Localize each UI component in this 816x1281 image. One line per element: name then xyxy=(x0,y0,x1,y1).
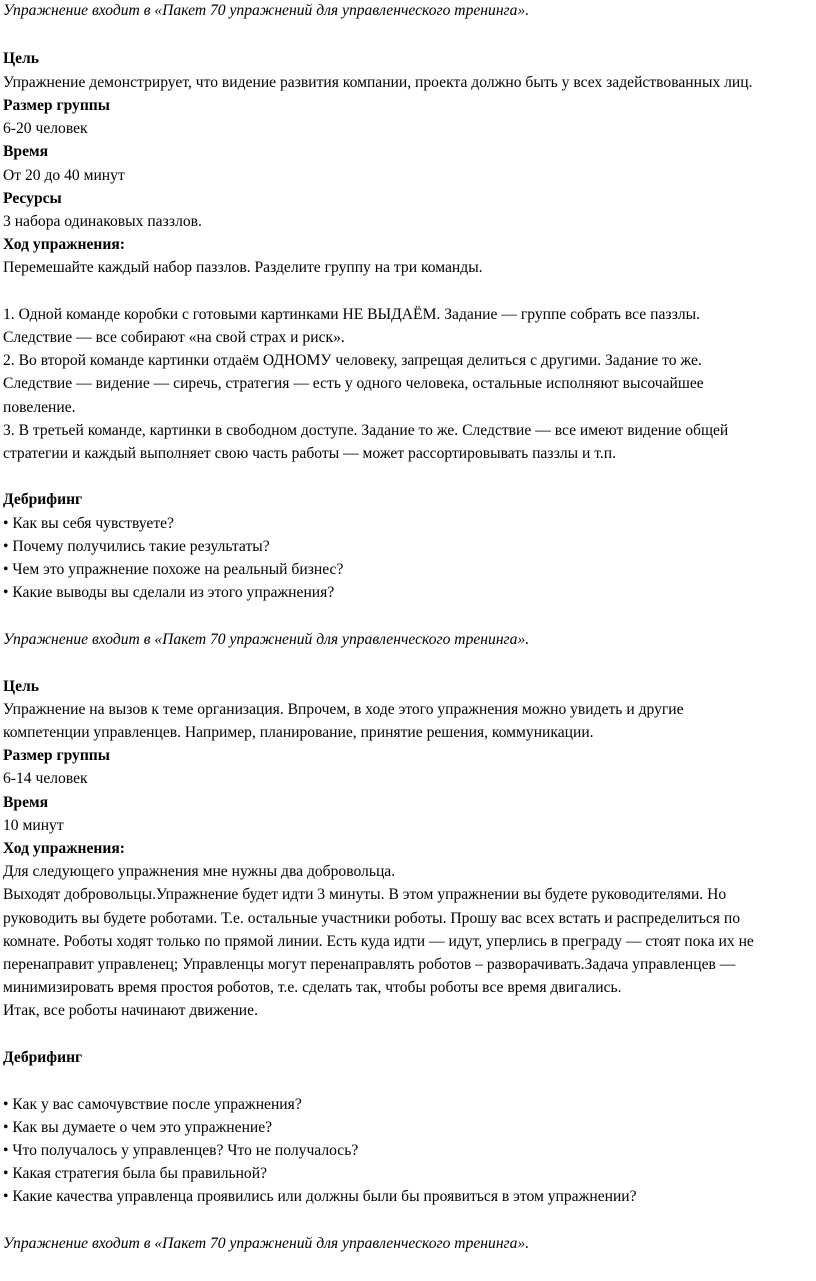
exercise-2-course-line: перенаправит управленец; Управленцы могут перенаправлять роботов – разворачивать.Задача управленцев — xyxy=(3,956,736,973)
exercise-1-course-line: 2. Во второй команде картинки отдаём ОДНОМУ человеку, запрещая делиться с другими. Задание то же. xyxy=(3,352,702,369)
exercise-2-intro: Упражнение входит в «Пакет 70 упражнений для управленческого тренинга». xyxy=(3,631,530,648)
exercise-2-goal-line: компетенции управленцев. Например, планирование, принятие решения, коммуникации. xyxy=(3,724,594,741)
exercise-2-course-line: Итак, все роботы начинают движение. xyxy=(3,1002,258,1019)
exercise-3-intro: Упражнение входит в «Пакет 70 упражнений для управленческого тренинга». xyxy=(3,1235,530,1252)
exercise-1-course-line: повеление. xyxy=(3,399,76,416)
exercise-1-course-line: стратегии и каждый выполняет свою часть работы — может рассортировывать паззлы и т.п. xyxy=(3,445,617,462)
exercise-2-debrief-item: • Что получалось у управленцев? Что не получалось? xyxy=(3,1142,359,1159)
exercise-2-debrief-heading: Дебрифинг xyxy=(3,1049,83,1066)
exercise-1-resources-heading: Ресурсы xyxy=(3,190,62,207)
exercise-2-course-line: Выходят добровольцы.Упражнение будет идти 3 минуты. В этом упражнении вы будете руководителями. Но xyxy=(3,886,727,903)
exercise-1-intro: Упражнение входит в «Пакет 70 упражнений для управленческого тренинга». xyxy=(3,2,530,19)
exercise-1-goal-heading: Цель xyxy=(3,50,40,67)
exercise-2-course-line: минимизировать время простоя роботов, т.е. сделать так, чтобы роботы все время двигались. xyxy=(3,979,622,996)
exercise-1-debrief-item: • Чем это упражнение похоже на реальный бизнес? xyxy=(3,561,344,578)
exercise-2-debrief-item: • Как вы думаете о чем это упражнение? xyxy=(3,1119,273,1136)
exercise-1-debrief-item: • Какие выводы вы сделали из этого упражнения? xyxy=(3,584,335,601)
exercise-2-debrief-item: • Какие качества управленца проявились или должны были бы проявиться в этом упражнении? xyxy=(3,1188,637,1205)
exercise-1-time-text: От 20 до 40 минут xyxy=(3,167,125,184)
exercise-1-debrief-item: • Почему получились такие результаты? xyxy=(3,538,270,555)
exercise-1-debrief-heading: Дебрифинг xyxy=(3,491,83,508)
exercise-1-course-heading: Ход упражнения: xyxy=(3,236,125,253)
exercise-1-course-line: 3. В третьей команде, картинки в свободном доступе. Задание то же. Следствие — все имеют видение общей xyxy=(3,422,729,439)
exercise-1-size-text: 6-20 человек xyxy=(3,120,88,137)
exercise-2-time-text: 10 минут xyxy=(3,817,64,834)
exercise-1-goal-text: Упражнение демонстрирует, что видение развития компании, проекта должно быть у всех задействованных лиц. xyxy=(3,74,753,91)
exercise-1-course-line: Перемешайте каждый набор паззлов. Разделите группу на три команды. xyxy=(3,259,483,276)
exercise-1-size-heading: Размер группы xyxy=(3,97,110,114)
exercise-2-debrief-item: • Какая стратегия была бы правильной? xyxy=(3,1165,267,1182)
exercise-2-course-line: комнате. Роботы ходят только по прямой линии. Есть куда идти — идут, уперлись в преграду — стоят пока их не xyxy=(3,933,754,950)
exercise-2-course-heading: Ход упражнения: xyxy=(3,840,125,857)
exercise-1-time-heading: Время xyxy=(3,143,49,160)
exercise-1-course-line: Следствие — видение — сиречь, стратегия — есть у одного человека, остальные исполняют высочайшее xyxy=(3,375,704,392)
exercise-2-goal-line: Упражнение на вызов к теме организация. Впрочем, в ходе этого упражнения можно увидеть и другие xyxy=(3,701,684,718)
exercise-1-resources-text: 3 набора одинаковых паззлов. xyxy=(3,213,202,230)
exercise-2-course-line: Для следующего упражнения мне нужны два добровольца. xyxy=(3,863,396,880)
exercise-1-debrief-item: • Как вы себя чувствуете? xyxy=(3,515,174,532)
exercise-2-debrief-item: • Как у вас самочувствие после упражнения? xyxy=(3,1096,302,1113)
exercise-2-goal-heading: Цель xyxy=(3,678,40,695)
exercise-1-course-line: 1. Одной команде коробки с готовыми картинками НЕ ВЫДАЁМ. Задание — группе собрать все паззлы. xyxy=(3,306,701,323)
exercise-2-size-heading: Размер группы xyxy=(3,747,110,764)
exercise-2-course-line: руководить вы будете роботами. Т.е. остальные участники роботы. Прошу вас всех встать и распределиться по xyxy=(3,910,740,927)
exercise-2-size-text: 6-14 человек xyxy=(3,770,88,787)
exercise-1-course-line: Следствие — все собирают «на свой страх и риск». xyxy=(3,329,345,346)
exercise-2-time-heading: Время xyxy=(3,794,49,811)
